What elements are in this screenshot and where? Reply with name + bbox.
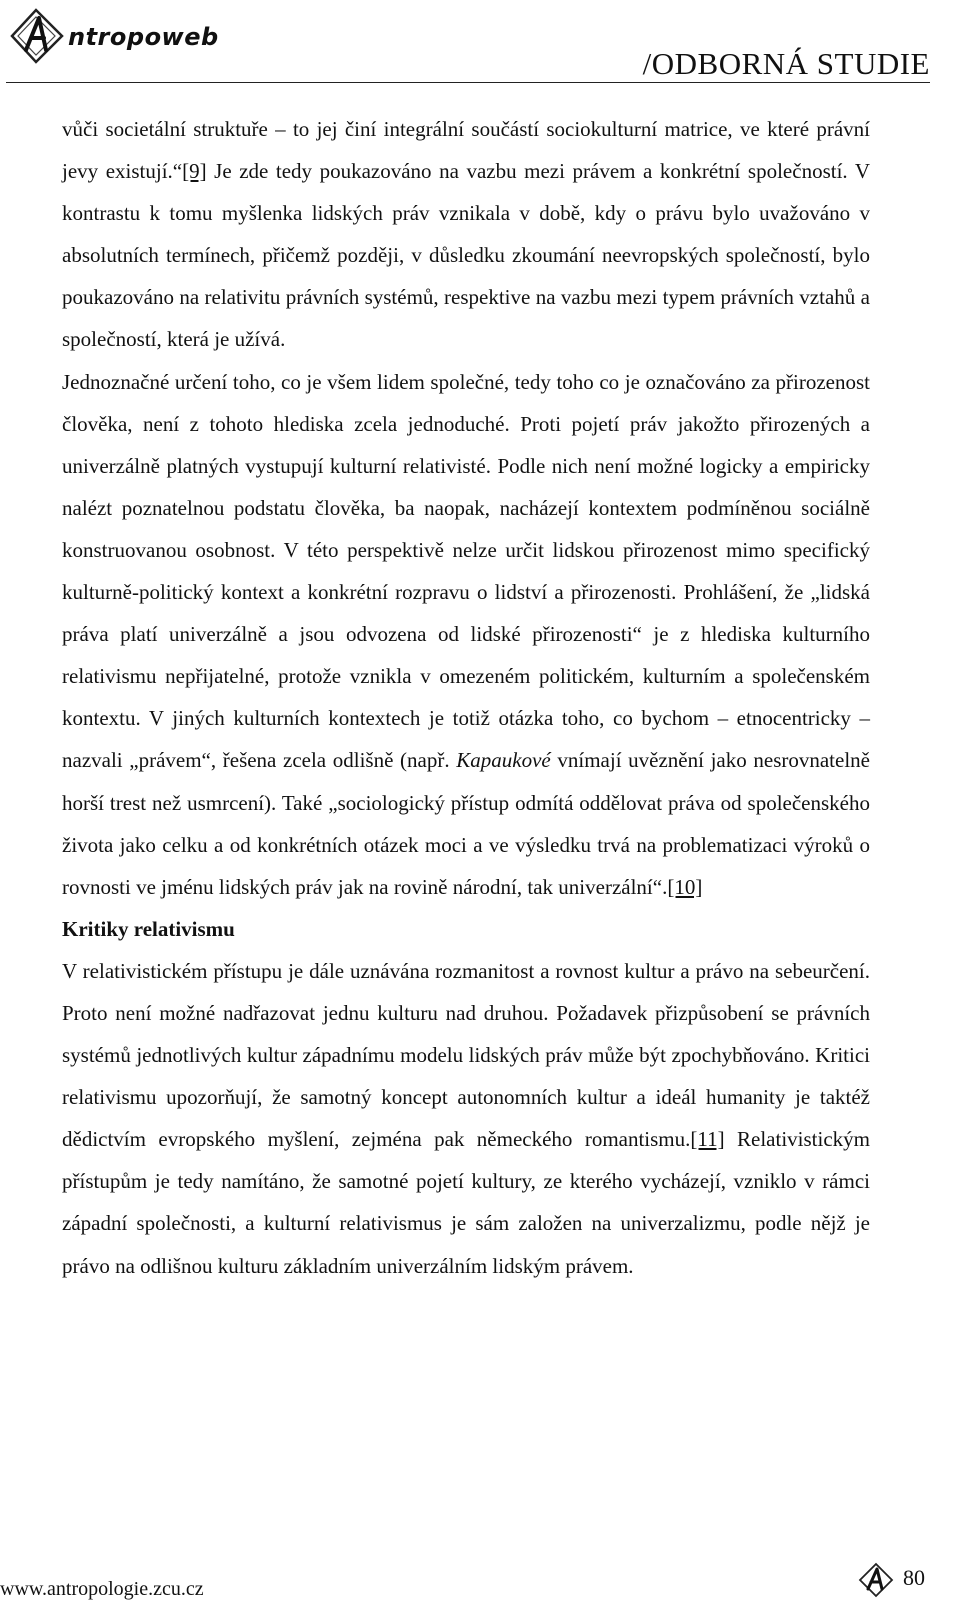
paragraph-2-text-b: vnímají uvěznění jako nesrovnatelně horší trest než usmrcení). Také „sociologický přístup odmítá oddělovat práva od společenského života jako celku a od konkrétních otázek moci a ve výsledku trvá na problematizaci výroků o rovnosti ve jménu lidských práv jak na rovině národní, tak univerzální“. bbox=[62, 748, 870, 899]
footnote-link-9[interactable]: [9] bbox=[182, 159, 207, 184]
paragraph-2 bbox=[62, 361, 870, 908]
paragraph-3-text-a: V relativistickém přístupu je dále uznávána rozmanitost a rovnost kultur a právo na sebeurčení. Proto není možné nadřazovat jednu kulturu nad druhou. Požadavek přizpůsobení se právních systémů jednotlivých kultur západnímu modelu lidských práv může být zpochybňováno. Kritici relativismu upozorňují, že samotný koncept autonomních kultur a ideál humanity je taktéž dědictvím evropského myšlení, zejména pak německého romantismu. bbox=[62, 958, 870, 1152]
paragraph-1 bbox=[62, 108, 870, 361]
antropoweb-a-small-icon bbox=[858, 1562, 894, 1598]
antropoweb-logo[interactable] bbox=[8, 6, 238, 62]
article-body bbox=[62, 108, 870, 1287]
page-number: 80 bbox=[903, 1565, 925, 1590]
header-divider bbox=[6, 82, 930, 83]
paragraph-3 bbox=[62, 950, 870, 1287]
logo-text: ntropoweb bbox=[68, 23, 219, 51]
paragraph-2-text-a: Jednoznačné určení toho, co je všem lidem společné, tedy toho co je označováno za přirozenost člověka, není z tohoto hlediska zcela jednoduché. Proti pojetí práv jakožto přirozených a univerzálně platných vystupují kulturní relativisté. Podle nich není možné logicky a empiricky nalézt poznatelnou podstatu člověka, ba naopak, nacházejí kontextem podmíněnou sociálně konstruovanou osobnost. V této perspektivě nelze určit lidskou přirozenost mimo specifický kulturně-politický kontext a konkrétní rozpravu o lidství a přirozenosti. Prohlášení, že „lidská práva platí univerzálně a jsou odvozena od lidské přirozenosti“ je z hlediska kulturního relativismu nepřijatelné, protože vznikla v omezeném politickém, kulturním a společenském kontextu. V jiných kulturních kontextech je totiž otázka toho, co bychom – etnocentricky – nazvali „právem“, řešena zcela odlišně (např. bbox=[62, 369, 870, 773]
section-heading: Kritiky relativismu bbox=[62, 916, 235, 941]
page-header bbox=[0, 0, 960, 82]
footnote-link-10[interactable]: [10] bbox=[667, 874, 703, 899]
paragraph-1-text-b: Je zde tedy poukazováno na vazbu mezi právem a konkrétní společností. V kontrastu k tomu myšlenka lidských práv vznikala v době, kdy o právu bylo uvažováno v absolutních termínech, přičemž později, v důsledku zkoumání neevropských společností, bylo poukazováno na relativitu právních systémů, respektive na vazbu mezi typem právních vztahů a společností, která je užívá. bbox=[62, 159, 870, 352]
paragraph-1-text-a: vůči societální struktuře – to jej činí integrální součástí sociokulturní matrice, ve které právní jevy existují.“ bbox=[62, 117, 870, 184]
footnote-link-11[interactable]: [11] bbox=[690, 1127, 725, 1152]
paragraph-3-text-b: Relativistickým přístupům je tedy namítáno, že samotné pojetí kultury, ze kterého vycházejí, vzniklo v rámci západní společnosti, a kulturní relativismus je sám založen na univerzalizmu, podle nějž je právo na odlišnou kulturu základním univerzálním lidským právem. bbox=[62, 1127, 871, 1278]
footer-website-link[interactable]: www.antropologie.zcu.cz bbox=[0, 1578, 204, 1600]
antropoweb-a-logo-icon bbox=[8, 6, 70, 64]
italic-term: Kapaukové bbox=[456, 748, 551, 773]
footer-logo bbox=[858, 1562, 894, 1598]
section-label: /ODBORNÁ STUDIE bbox=[642, 46, 930, 81]
